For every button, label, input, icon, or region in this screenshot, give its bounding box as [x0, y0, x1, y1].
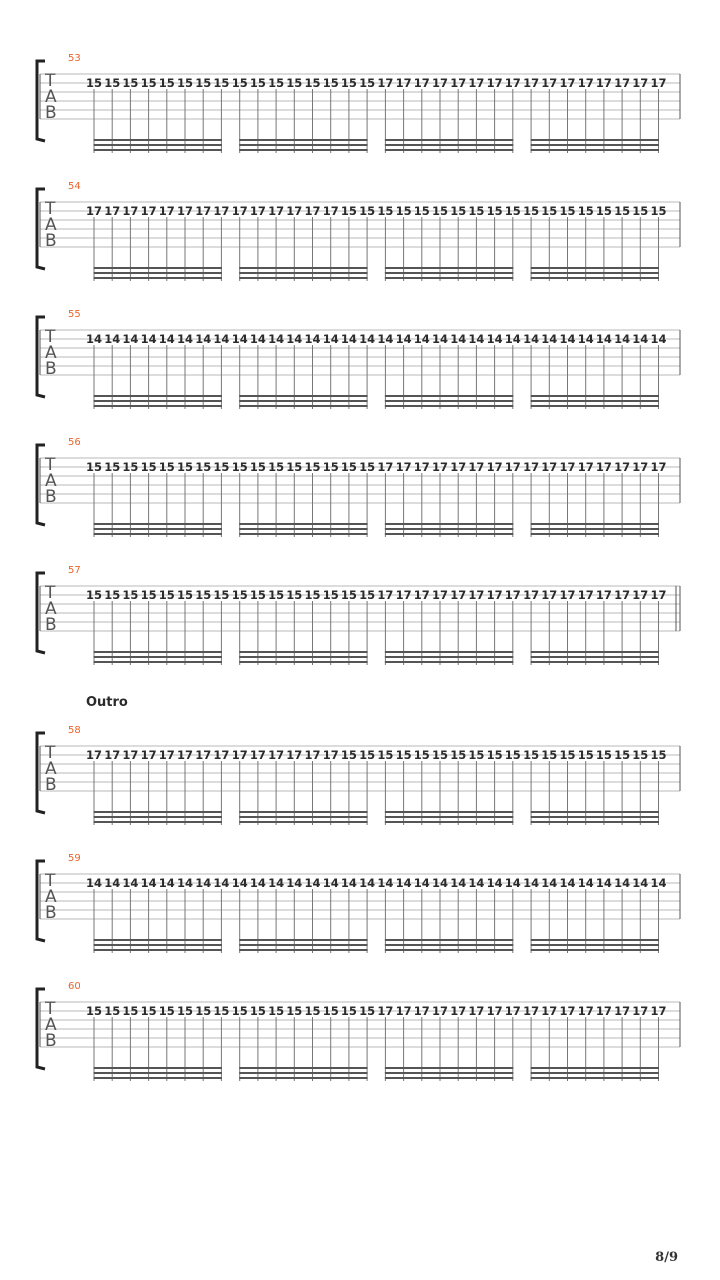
- measure-number: 53: [68, 53, 81, 64]
- fret-number: 15: [523, 204, 540, 218]
- tab-clef-letter: T: [45, 455, 56, 475]
- tab-clef-letter: B: [45, 359, 57, 379]
- fret-number: 17: [249, 748, 266, 762]
- fret-number: 15: [450, 748, 467, 762]
- fret-number: 17: [195, 748, 212, 762]
- fret-number: 15: [158, 460, 175, 474]
- fret-number: 15: [158, 76, 175, 90]
- fret-number: 17: [377, 460, 394, 474]
- fret-number: 17: [541, 588, 558, 602]
- tab-clef-letter: T: [45, 583, 56, 603]
- fret-number: 15: [231, 460, 248, 474]
- fret-number: 17: [213, 204, 230, 218]
- fret-number: 15: [541, 748, 558, 762]
- fret-number: 17: [304, 204, 321, 218]
- tab-clef-letter: T: [45, 199, 56, 219]
- fret-number: 14: [176, 876, 194, 890]
- fret-number: 14: [231, 332, 248, 346]
- fret-number: 14: [268, 876, 285, 890]
- fret-number: 14: [559, 332, 576, 346]
- tab-clef-letter: A: [45, 1015, 57, 1035]
- fret-number: 15: [359, 748, 376, 762]
- tab-clef-letter: T: [45, 743, 56, 763]
- fret-number: 17: [523, 460, 540, 474]
- page-number: 8/9: [655, 1250, 678, 1265]
- fret-number: 17: [413, 76, 430, 90]
- measure-number: 60: [68, 981, 81, 992]
- fret-number: 17: [450, 460, 467, 474]
- fret-number: 15: [140, 588, 157, 602]
- fret-number: 15: [431, 748, 449, 762]
- fret-number: 15: [304, 76, 321, 90]
- tab-clef-letter: T: [45, 71, 56, 91]
- fret-number: 17: [395, 76, 412, 90]
- fret-number: 17: [632, 1004, 649, 1018]
- fret-number: 17: [431, 1004, 449, 1018]
- fret-number: 15: [322, 1004, 339, 1018]
- tab-clef-letter: T: [45, 999, 56, 1019]
- fret-number: 17: [468, 588, 485, 602]
- fret-number: 15: [413, 204, 430, 218]
- tab-clef-letter: A: [45, 215, 57, 235]
- fret-number: 15: [213, 76, 230, 90]
- fret-number: 15: [377, 204, 394, 218]
- fret-number: 15: [340, 76, 357, 90]
- fret-number: 17: [268, 748, 285, 762]
- fret-number: 15: [176, 76, 194, 90]
- fret-number: 14: [231, 876, 248, 890]
- fret-number: 15: [359, 1004, 376, 1018]
- fret-number: 17: [595, 1004, 612, 1018]
- tab-clef-letter: A: [45, 887, 57, 907]
- fret-number: 15: [322, 76, 339, 90]
- fret-number: 17: [577, 1004, 594, 1018]
- fret-number: 15: [195, 76, 212, 90]
- fret-number: 17: [413, 588, 430, 602]
- fret-number: 15: [632, 748, 649, 762]
- fret-number: 17: [122, 204, 139, 218]
- fret-number: 17: [322, 204, 339, 218]
- fret-number: 14: [195, 332, 212, 346]
- tab-system-60: [37, 981, 680, 1081]
- fret-number: 14: [359, 876, 376, 890]
- fret-number: 15: [122, 460, 139, 474]
- fret-number: 17: [523, 76, 540, 90]
- fret-number: 15: [140, 1004, 157, 1018]
- fret-number: 15: [322, 460, 339, 474]
- fret-number: 15: [504, 748, 521, 762]
- fret-number: 15: [359, 588, 376, 602]
- fret-number: 15: [377, 748, 394, 762]
- fret-number: 14: [85, 332, 103, 346]
- tab-clef-letter: B: [45, 231, 57, 251]
- fret-number: 15: [85, 76, 103, 90]
- fret-number: 15: [486, 204, 503, 218]
- fret-number: 14: [577, 332, 594, 346]
- fret-number: 15: [249, 460, 266, 474]
- fret-number: 14: [340, 876, 357, 890]
- fret-number: 17: [377, 1004, 394, 1018]
- fret-number: 15: [359, 460, 376, 474]
- fret-number: 15: [304, 1004, 321, 1018]
- tab-clef-letter: A: [45, 471, 57, 491]
- fret-number: 17: [632, 460, 649, 474]
- fret-number: 15: [340, 748, 357, 762]
- fret-number: 14: [359, 332, 376, 346]
- fret-number: 15: [158, 1004, 175, 1018]
- fret-number: 14: [650, 876, 667, 890]
- fret-number: 15: [614, 748, 631, 762]
- fret-number: 17: [377, 588, 394, 602]
- fret-number: 14: [340, 332, 357, 346]
- fret-number: 15: [595, 204, 612, 218]
- fret-number: 15: [195, 1004, 212, 1018]
- fret-number: 15: [213, 588, 230, 602]
- fret-number: 15: [104, 76, 121, 90]
- fret-number: 14: [595, 332, 612, 346]
- fret-number: 15: [340, 1004, 357, 1018]
- fret-number: 14: [195, 876, 212, 890]
- fret-number: 15: [268, 1004, 285, 1018]
- fret-number: 14: [122, 876, 139, 890]
- fret-number: 14: [523, 876, 540, 890]
- fret-number: 17: [559, 1004, 576, 1018]
- fret-number: 14: [431, 876, 449, 890]
- fret-number: 15: [249, 76, 266, 90]
- fret-number: 17: [195, 204, 212, 218]
- fret-number: 14: [504, 876, 521, 890]
- fret-number: 17: [614, 588, 631, 602]
- measure-number: 56: [68, 437, 81, 448]
- fret-number: 14: [614, 876, 631, 890]
- fret-number: 14: [559, 876, 576, 890]
- fret-number: 17: [595, 76, 612, 90]
- fret-number: 17: [413, 460, 430, 474]
- tab-clef-letter: T: [45, 327, 56, 347]
- section-label-outro: Outro: [86, 695, 128, 710]
- fret-number: 15: [85, 460, 103, 474]
- fret-number: 15: [304, 460, 321, 474]
- fret-number: 14: [468, 332, 485, 346]
- fret-number: 17: [176, 748, 194, 762]
- fret-number: 17: [650, 1004, 667, 1018]
- fret-number: 17: [450, 1004, 467, 1018]
- fret-number: 15: [395, 204, 412, 218]
- fret-number: 17: [577, 588, 594, 602]
- fret-number: 17: [450, 76, 467, 90]
- fret-number: 14: [304, 332, 321, 346]
- fret-number: 17: [85, 204, 103, 218]
- fret-number: 17: [158, 748, 175, 762]
- fret-number: 17: [486, 1004, 503, 1018]
- tab-clef-letter: A: [45, 759, 57, 779]
- fret-number: 17: [632, 588, 649, 602]
- fret-number: 15: [176, 460, 194, 474]
- fret-number: 15: [523, 748, 540, 762]
- tab-clef-letter: B: [45, 903, 57, 923]
- fret-number: 15: [231, 76, 248, 90]
- fret-number: 17: [650, 76, 667, 90]
- fret-number: 14: [468, 876, 485, 890]
- fret-number: 15: [286, 76, 303, 90]
- fret-number: 17: [559, 460, 576, 474]
- fret-number: 14: [614, 332, 631, 346]
- fret-number: 17: [523, 588, 540, 602]
- fret-number: 15: [104, 588, 121, 602]
- fret-number: 14: [286, 332, 303, 346]
- fret-number: 17: [504, 588, 521, 602]
- fret-number: 15: [195, 588, 212, 602]
- fret-number: 14: [322, 332, 339, 346]
- tab-clef-letter: B: [45, 615, 57, 635]
- fret-number: 15: [504, 204, 521, 218]
- fret-number: 14: [176, 332, 194, 346]
- fret-number: 17: [504, 76, 521, 90]
- tab-system-55: [37, 309, 680, 409]
- fret-number: 15: [85, 1004, 103, 1018]
- fret-number: 17: [486, 76, 503, 90]
- fret-number: 14: [158, 876, 175, 890]
- fret-number: 15: [413, 748, 430, 762]
- fret-number: 14: [286, 876, 303, 890]
- tab-clef-letter: A: [45, 599, 57, 619]
- fret-number: 17: [650, 460, 667, 474]
- measure-number: 59: [68, 853, 81, 864]
- fret-number: 15: [541, 204, 558, 218]
- fret-number: 15: [595, 748, 612, 762]
- tab-clef-letter: A: [45, 343, 57, 363]
- fret-number: 17: [104, 204, 121, 218]
- fret-number: 17: [377, 76, 394, 90]
- fret-number: 17: [614, 1004, 631, 1018]
- fret-number: 14: [140, 876, 157, 890]
- fret-number: 14: [395, 332, 412, 346]
- measure-number: 57: [68, 565, 81, 576]
- fret-number: 17: [541, 76, 558, 90]
- fret-number: 17: [632, 76, 649, 90]
- fret-number: 17: [486, 460, 503, 474]
- fret-number: 14: [541, 332, 558, 346]
- fret-number: 15: [340, 588, 357, 602]
- fret-number: 14: [450, 876, 467, 890]
- fret-number: 15: [249, 1004, 266, 1018]
- fret-number: 14: [322, 876, 339, 890]
- fret-number: 15: [231, 588, 248, 602]
- fret-number: 17: [322, 748, 339, 762]
- fret-number: 15: [614, 204, 631, 218]
- fret-number: 14: [249, 876, 266, 890]
- fret-number: 14: [450, 332, 467, 346]
- tab-system-56: [37, 437, 680, 537]
- tab-system-58: [37, 725, 680, 825]
- fret-number: 15: [632, 204, 649, 218]
- measure-number: 55: [68, 309, 81, 320]
- tab-clef-letter: B: [45, 1031, 57, 1051]
- fret-number: 14: [413, 332, 430, 346]
- fret-number: 15: [486, 748, 503, 762]
- fret-number: 14: [213, 332, 230, 346]
- fret-number: 15: [176, 1004, 194, 1018]
- fret-number: 15: [268, 588, 285, 602]
- fret-number: 14: [85, 876, 103, 890]
- fret-number: 17: [286, 204, 303, 218]
- fret-number: 17: [158, 204, 175, 218]
- fret-number: 15: [340, 204, 357, 218]
- fret-number: 17: [577, 460, 594, 474]
- tab-clef-letter: B: [45, 487, 57, 507]
- fret-number: 15: [359, 204, 376, 218]
- fret-number: 15: [213, 1004, 230, 1018]
- fret-number: 17: [431, 460, 449, 474]
- fret-number: 17: [395, 1004, 412, 1018]
- fret-number: 14: [104, 876, 121, 890]
- fret-number: 15: [268, 76, 285, 90]
- fret-number: 15: [468, 204, 485, 218]
- fret-number: 17: [450, 588, 467, 602]
- fret-number: 14: [431, 332, 449, 346]
- fret-number: 17: [304, 748, 321, 762]
- fret-number: 15: [268, 460, 285, 474]
- fret-number: 15: [213, 460, 230, 474]
- fret-number: 15: [231, 1004, 248, 1018]
- fret-number: 15: [450, 204, 467, 218]
- fret-number: 17: [176, 204, 194, 218]
- fret-number: 15: [85, 588, 103, 602]
- tab-clef-letter: A: [45, 87, 57, 107]
- fret-number: 15: [140, 76, 157, 90]
- tab-system-53: [37, 53, 680, 153]
- fret-number: 15: [195, 460, 212, 474]
- tab-clef-letter: B: [45, 103, 57, 123]
- fret-number: 15: [286, 588, 303, 602]
- fret-number: 15: [559, 204, 576, 218]
- fret-number: 15: [431, 204, 449, 218]
- fret-number: 17: [431, 76, 449, 90]
- fret-number: 14: [577, 876, 594, 890]
- fret-number: 17: [614, 76, 631, 90]
- fret-number: 17: [231, 748, 248, 762]
- fret-number: 14: [158, 332, 175, 346]
- fret-number: 15: [158, 588, 175, 602]
- fret-number: 17: [541, 1004, 558, 1018]
- fret-number: 15: [249, 588, 266, 602]
- fret-number: 17: [614, 460, 631, 474]
- fret-number: 17: [286, 748, 303, 762]
- fret-number: 15: [468, 748, 485, 762]
- fret-number: 14: [249, 332, 266, 346]
- fret-number: 14: [650, 332, 667, 346]
- fret-number: 14: [595, 876, 612, 890]
- fret-number: 14: [304, 876, 321, 890]
- fret-number: 17: [85, 748, 103, 762]
- fret-number: 17: [268, 204, 285, 218]
- fret-number: 17: [523, 1004, 540, 1018]
- fret-number: 14: [268, 332, 285, 346]
- fret-number: 14: [377, 876, 394, 890]
- fret-number: 14: [104, 332, 121, 346]
- fret-number: 14: [140, 332, 157, 346]
- fret-number: 15: [176, 588, 194, 602]
- fret-number: 17: [468, 76, 485, 90]
- fret-number: 17: [468, 460, 485, 474]
- fret-number: 15: [322, 588, 339, 602]
- fret-number: 14: [523, 332, 540, 346]
- fret-number: 14: [632, 332, 649, 346]
- fret-number: 15: [286, 1004, 303, 1018]
- fret-number: 17: [395, 588, 412, 602]
- fret-number: 15: [286, 460, 303, 474]
- fret-number: 17: [140, 748, 157, 762]
- fret-number: 17: [468, 1004, 485, 1018]
- fret-number: 15: [304, 588, 321, 602]
- fret-number: 17: [504, 1004, 521, 1018]
- tab-system-57: [37, 565, 680, 665]
- fret-number: 17: [413, 1004, 430, 1018]
- fret-number: 14: [377, 332, 394, 346]
- fret-number: 15: [104, 1004, 121, 1018]
- fret-number: 15: [577, 204, 594, 218]
- fret-number: 14: [486, 876, 503, 890]
- fret-number: 17: [504, 460, 521, 474]
- fret-number: 17: [541, 460, 558, 474]
- fret-number: 14: [632, 876, 649, 890]
- tab-clef-letter: T: [45, 871, 56, 891]
- fret-number: 14: [395, 876, 412, 890]
- tab-system-54: [37, 181, 680, 281]
- fret-number: 14: [213, 876, 230, 890]
- fret-number: 15: [122, 76, 139, 90]
- fret-number: 17: [231, 204, 248, 218]
- fret-number: 17: [104, 748, 121, 762]
- fret-number: 15: [577, 748, 594, 762]
- fret-number: 17: [431, 588, 449, 602]
- fret-number: 14: [122, 332, 139, 346]
- fret-number: 17: [559, 588, 576, 602]
- fret-number: 15: [650, 748, 667, 762]
- fret-number: 15: [340, 460, 357, 474]
- measure-number: 54: [68, 181, 81, 192]
- fret-number: 15: [559, 748, 576, 762]
- fret-number: 17: [595, 588, 612, 602]
- tab-system-59: [37, 853, 680, 953]
- fret-number: 14: [541, 876, 558, 890]
- fret-number: 15: [650, 204, 667, 218]
- fret-number: 17: [122, 748, 139, 762]
- measure-number: 58: [68, 725, 81, 736]
- fret-number: 15: [140, 460, 157, 474]
- fret-number: 17: [559, 76, 576, 90]
- fret-number: 17: [577, 76, 594, 90]
- fret-number: 15: [359, 76, 376, 90]
- fret-number: 17: [140, 204, 157, 218]
- fret-number: 17: [213, 748, 230, 762]
- fret-number: 15: [395, 748, 412, 762]
- fret-number: 14: [504, 332, 521, 346]
- fret-number: 17: [395, 460, 412, 474]
- fret-number: 15: [122, 1004, 139, 1018]
- fret-number: 17: [486, 588, 503, 602]
- fret-number: 15: [122, 588, 139, 602]
- fret-number: 15: [104, 460, 121, 474]
- fret-number: 17: [249, 204, 266, 218]
- fret-number: 14: [413, 876, 430, 890]
- fret-number: 14: [486, 332, 503, 346]
- fret-number: 17: [650, 588, 667, 602]
- tab-clef-letter: B: [45, 775, 57, 795]
- fret-number: 17: [595, 460, 612, 474]
